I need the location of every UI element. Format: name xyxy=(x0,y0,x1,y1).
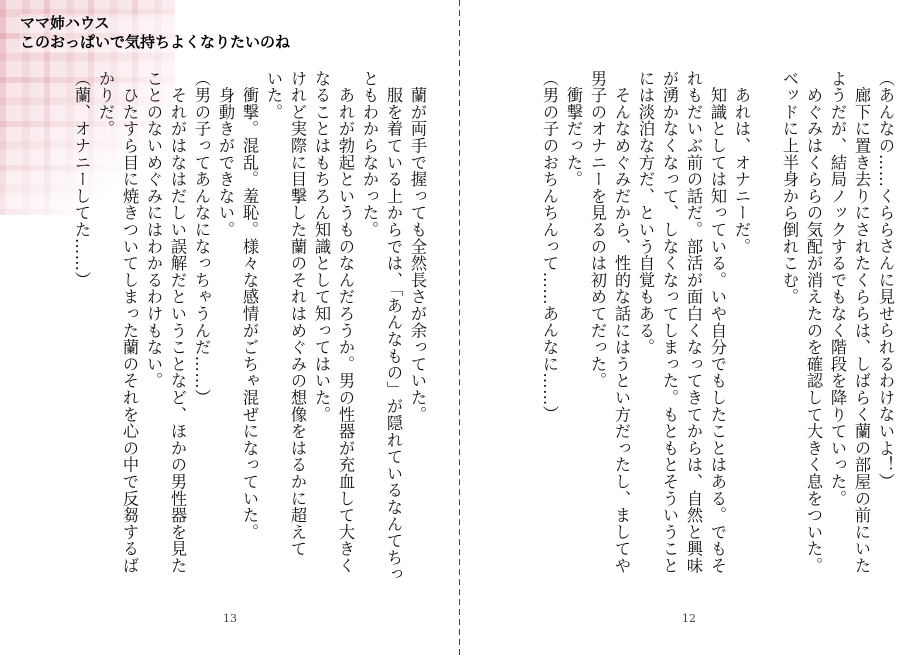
text-line: れもだいぶ前の話だ。部活が面白くなってきてからは、自然と興味 xyxy=(684,70,703,574)
right-page xyxy=(460,0,919,655)
text-line: 知識としては知っている。いや自分でもしたことはある。でもそ xyxy=(708,70,727,574)
text-line: （男の子ってあんなになっちゃうんだ……） xyxy=(192,70,211,406)
text-line: かりだ。 xyxy=(96,70,115,138)
left-body-text xyxy=(69,70,429,618)
book-header xyxy=(20,14,290,52)
text-line: （男の子のおちんちんって……あんなに……） xyxy=(540,70,559,423)
text-line: 衝撃だった。 xyxy=(564,70,583,188)
text-line: 衝撃。混乱。羞恥。様々な感情がごちゃ混ぜになっていた。 xyxy=(240,70,259,541)
text-line: （蘭、オナニーしてた……） xyxy=(72,70,91,289)
blank-line xyxy=(753,70,777,618)
text-line: が湧かなくなって、しなくなってしまった。もともとそういうこと xyxy=(660,70,679,574)
page-number-left: 13 xyxy=(223,612,237,625)
text-line: ともわからなかった。 xyxy=(360,70,379,238)
text-line: ようだが、結局ノックするでもなく階段を降りていった。 xyxy=(828,70,847,507)
text-line: なることはもちろん知識として知ってはいた。 xyxy=(312,70,331,423)
right-body-text xyxy=(537,70,897,618)
text-line: （あんなの……くららさんに見せられるわけないよ！） xyxy=(876,70,895,490)
text-line: 廊下に置き去りにされたくららは、しばらく蘭の部屋の前にいた xyxy=(852,70,871,574)
text-line: 男子のオナニーを見るのは初めてだった。 xyxy=(588,70,607,390)
header-subtitle: このおっぱいで気持ちよくなりたいのね xyxy=(20,33,291,51)
header-title: ママ姉ハウス xyxy=(20,14,110,32)
text-line: めぐみはくららの気配が消えたのを確認して大きく息をついた。 xyxy=(804,70,823,574)
left-page xyxy=(0,0,459,655)
text-line: 服を着ている上からでは、「あんなもの」が隠れているなんてちっ xyxy=(384,70,403,583)
text-line: いた。 xyxy=(264,70,283,121)
text-line: ことのないめぐみにはわかるわけもない。 xyxy=(144,70,163,390)
text-line: それがはなはだしい誤解だということなど、ほかの男性器を見た xyxy=(168,70,187,574)
text-line: そんなめぐみだから、性的な話にはうとい方だったし、ましてや xyxy=(612,70,631,574)
text-line: あれが勃起というものなんだろうか。男の性器が充血して大きく xyxy=(336,70,355,574)
text-line: には淡泊な方だ、という自覚もある。 xyxy=(636,70,655,356)
text-line: 蘭が両手で握っても全然長さが余っていた。 xyxy=(408,70,427,423)
page-number-right: 12 xyxy=(682,612,696,625)
text-line: 身動きができない。 xyxy=(216,70,235,238)
text-line: ベッドに上半身から倒れこむ。 xyxy=(780,70,799,306)
text-line: ひたすら目に焼きついてしまった蘭のそれを心の中で反芻するば xyxy=(120,70,139,574)
text-line: あれは、オナニーだ。 xyxy=(732,70,751,255)
text-line: けれど実際に目撃した蘭のそれはめぐみの想像をはるかに超えて xyxy=(288,70,307,558)
